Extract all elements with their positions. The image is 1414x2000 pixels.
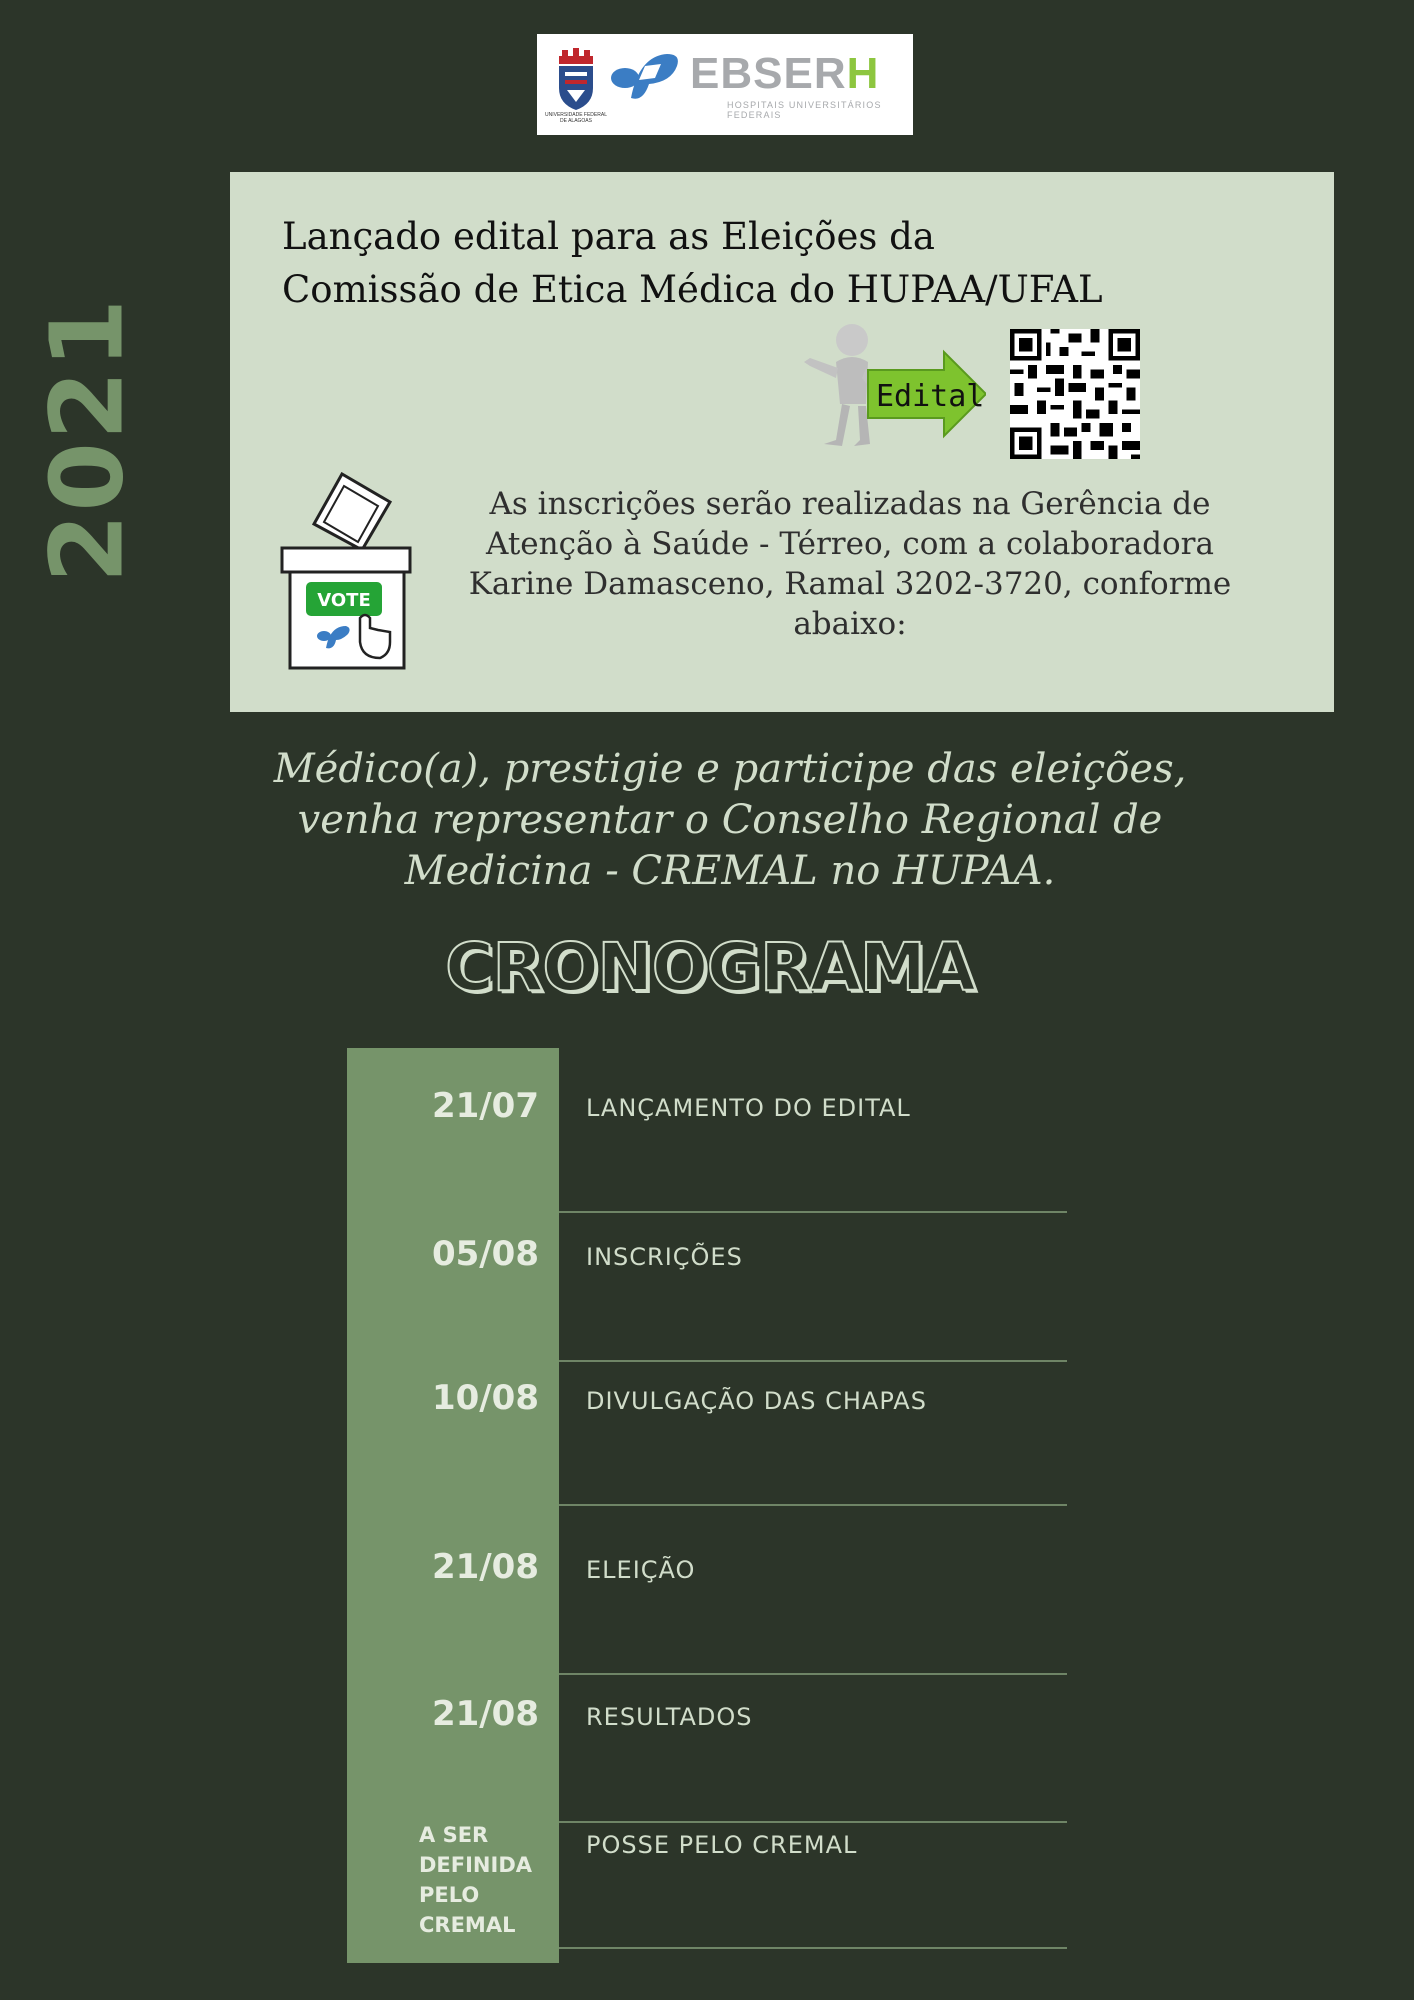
timeline-divider xyxy=(559,1504,1067,1506)
timeline-event: INSCRIÇÕES xyxy=(586,1243,743,1271)
schedule-title: CRONOGRAMA xyxy=(445,929,975,1006)
timeline-event: POSSE PELO CREMAL xyxy=(586,1831,858,1859)
edital-pointer-illustration xyxy=(796,322,986,452)
timeline-event: ELEIÇÃO xyxy=(586,1556,696,1584)
timeline-event: LANÇAMENTO DO EDITAL xyxy=(586,1094,911,1122)
timeline-date: 21/08 xyxy=(431,1547,539,1587)
university-caption: UNIVERSIDADE FEDERAL DE ALAGOAS xyxy=(545,112,607,124)
headline-line-2: Comissão de Etica Médica do HUPAA/UFAL xyxy=(282,268,1103,311)
logo-card xyxy=(537,34,913,135)
ufal-seal-icon xyxy=(555,48,597,114)
vote-label: VOTE xyxy=(317,590,371,611)
timeline-divider xyxy=(559,1947,1067,1949)
timeline-divider xyxy=(559,1821,1067,1823)
ebserh-symbol-icon xyxy=(609,48,683,106)
year-label: 2021 xyxy=(28,296,146,584)
timeline-divider xyxy=(559,1360,1067,1362)
inscription-info: As inscrições serão realizadas na Gerência de Atenção à Saúde - Térreo, com a colaboradora Karine Damasceno, Ramal 3202-3720, conforme abaixo: xyxy=(468,486,1232,642)
headline-line-1: Lançado edital para as Eleições da xyxy=(282,215,935,258)
edital-label: Edital xyxy=(876,379,985,414)
invitation-text: Médico(a), prestigie e participe das eleições, venha representar o Conselho Regional de Medicina - CREMAL no HUPAA. xyxy=(273,746,1187,894)
timeline-date: A SER DEFINIDA PELO CREMAL xyxy=(419,1823,533,1937)
ballot-box-icon xyxy=(280,472,412,672)
info-card xyxy=(230,172,1334,712)
timeline-date: 21/08 xyxy=(431,1694,539,1734)
timeline-divider xyxy=(559,1211,1067,1213)
headline xyxy=(282,210,1282,316)
ebserh-tagline: HOSPITAIS UNIVERSITÁRIOS FEDERAIS xyxy=(727,100,882,120)
timeline-date: 05/08 xyxy=(431,1234,539,1274)
timeline-date: 10/08 xyxy=(431,1378,539,1418)
qr-code-icon[interactable] xyxy=(1010,329,1140,459)
timeline-date: 21/07 xyxy=(431,1086,539,1126)
timeline-divider xyxy=(559,1673,1067,1675)
timeline-event: DIVULGAÇÃO DAS CHAPAS xyxy=(586,1387,927,1415)
timeline-event: RESULTADOS xyxy=(586,1703,753,1731)
ebserh-wordmark: EBSERH xyxy=(690,49,880,98)
